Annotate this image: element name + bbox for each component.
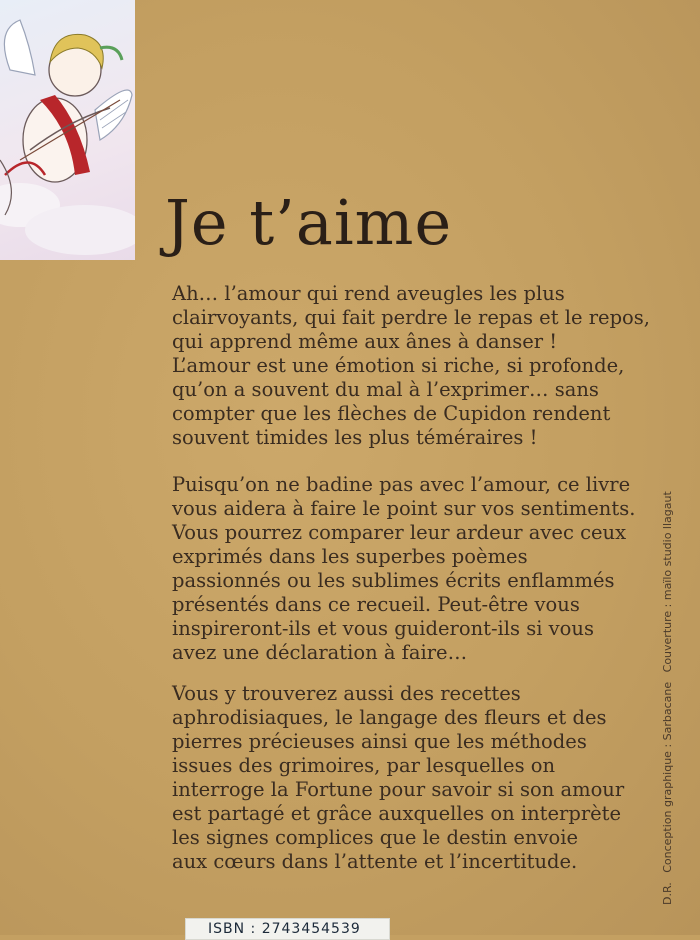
text-line: inspireront-ils et vous guideront-ils si vous: [172, 617, 594, 640]
cupid-icon: [0, 0, 135, 260]
text-line: avez une déclaration à faire…: [172, 641, 468, 664]
text-line: clairvoyants, qui fait perdre le repas et le repos,: [172, 306, 651, 329]
isbn-label: ISBN : 2743454539: [185, 918, 390, 940]
text-line: présentés dans ce recueil. Peut-être vous: [172, 593, 580, 616]
text-line: passionnés ou les sublimes écrits enflammés: [172, 569, 615, 592]
text-line: vous aidera à faire le point sur vos sentiments.: [172, 497, 636, 520]
credit-text: Couverture : maïlo studio llagaut: [661, 491, 674, 673]
credit-text: D.R.: [661, 882, 674, 905]
cupid-illustration: [0, 0, 135, 260]
credit-text: Conception graphique : Sarbacane: [661, 681, 674, 873]
text-line: les signes complices que le destin envoie: [172, 826, 579, 849]
text-line: est partagé et grâce auxquelles on interprète: [172, 802, 622, 825]
text-line: qu’on a souvent du mal à l’exprimer… sans: [172, 378, 599, 401]
text-line: qui apprend même aux ânes à danser !: [172, 330, 558, 353]
blurb-paragraph-2: [172, 473, 635, 665]
blurb-paragraph-1: [172, 282, 650, 450]
text-line: interroge la Fortune pour savoir si son amour: [172, 778, 625, 801]
text-line: aux cœurs dans l’attente et l’incertitude.: [172, 850, 578, 873]
text-line: exprimés dans les superbes poèmes: [172, 545, 528, 568]
text-line: pierres précieuses ainsi que les méthodes: [172, 730, 587, 753]
text-line: Puisqu’on ne badine pas avec l’amour, ce livre: [172, 473, 631, 496]
book-title: Je t’aime: [165, 186, 453, 259]
text-line: Vous y trouverez aussi des recettes: [172, 682, 521, 705]
text-line: compter que les flèches de Cupidon rendent: [172, 402, 611, 425]
vertical-credits: [658, 491, 678, 905]
text-line: issues des grimoires, par lesquelles on: [172, 754, 556, 777]
text-line: Ah… l’amour qui rend aveugles les plus: [172, 282, 565, 305]
text-line: souvent timides les plus téméraires !: [172, 426, 538, 449]
text-line: aphrodisiaques, le langage des fleurs et des: [172, 706, 607, 729]
blurb-paragraph-3: [172, 682, 624, 874]
text-line: L’amour est une émotion si riche, si profonde,: [172, 354, 625, 377]
text-line: Vous pourrez comparer leur ardeur avec ceux: [172, 521, 627, 544]
